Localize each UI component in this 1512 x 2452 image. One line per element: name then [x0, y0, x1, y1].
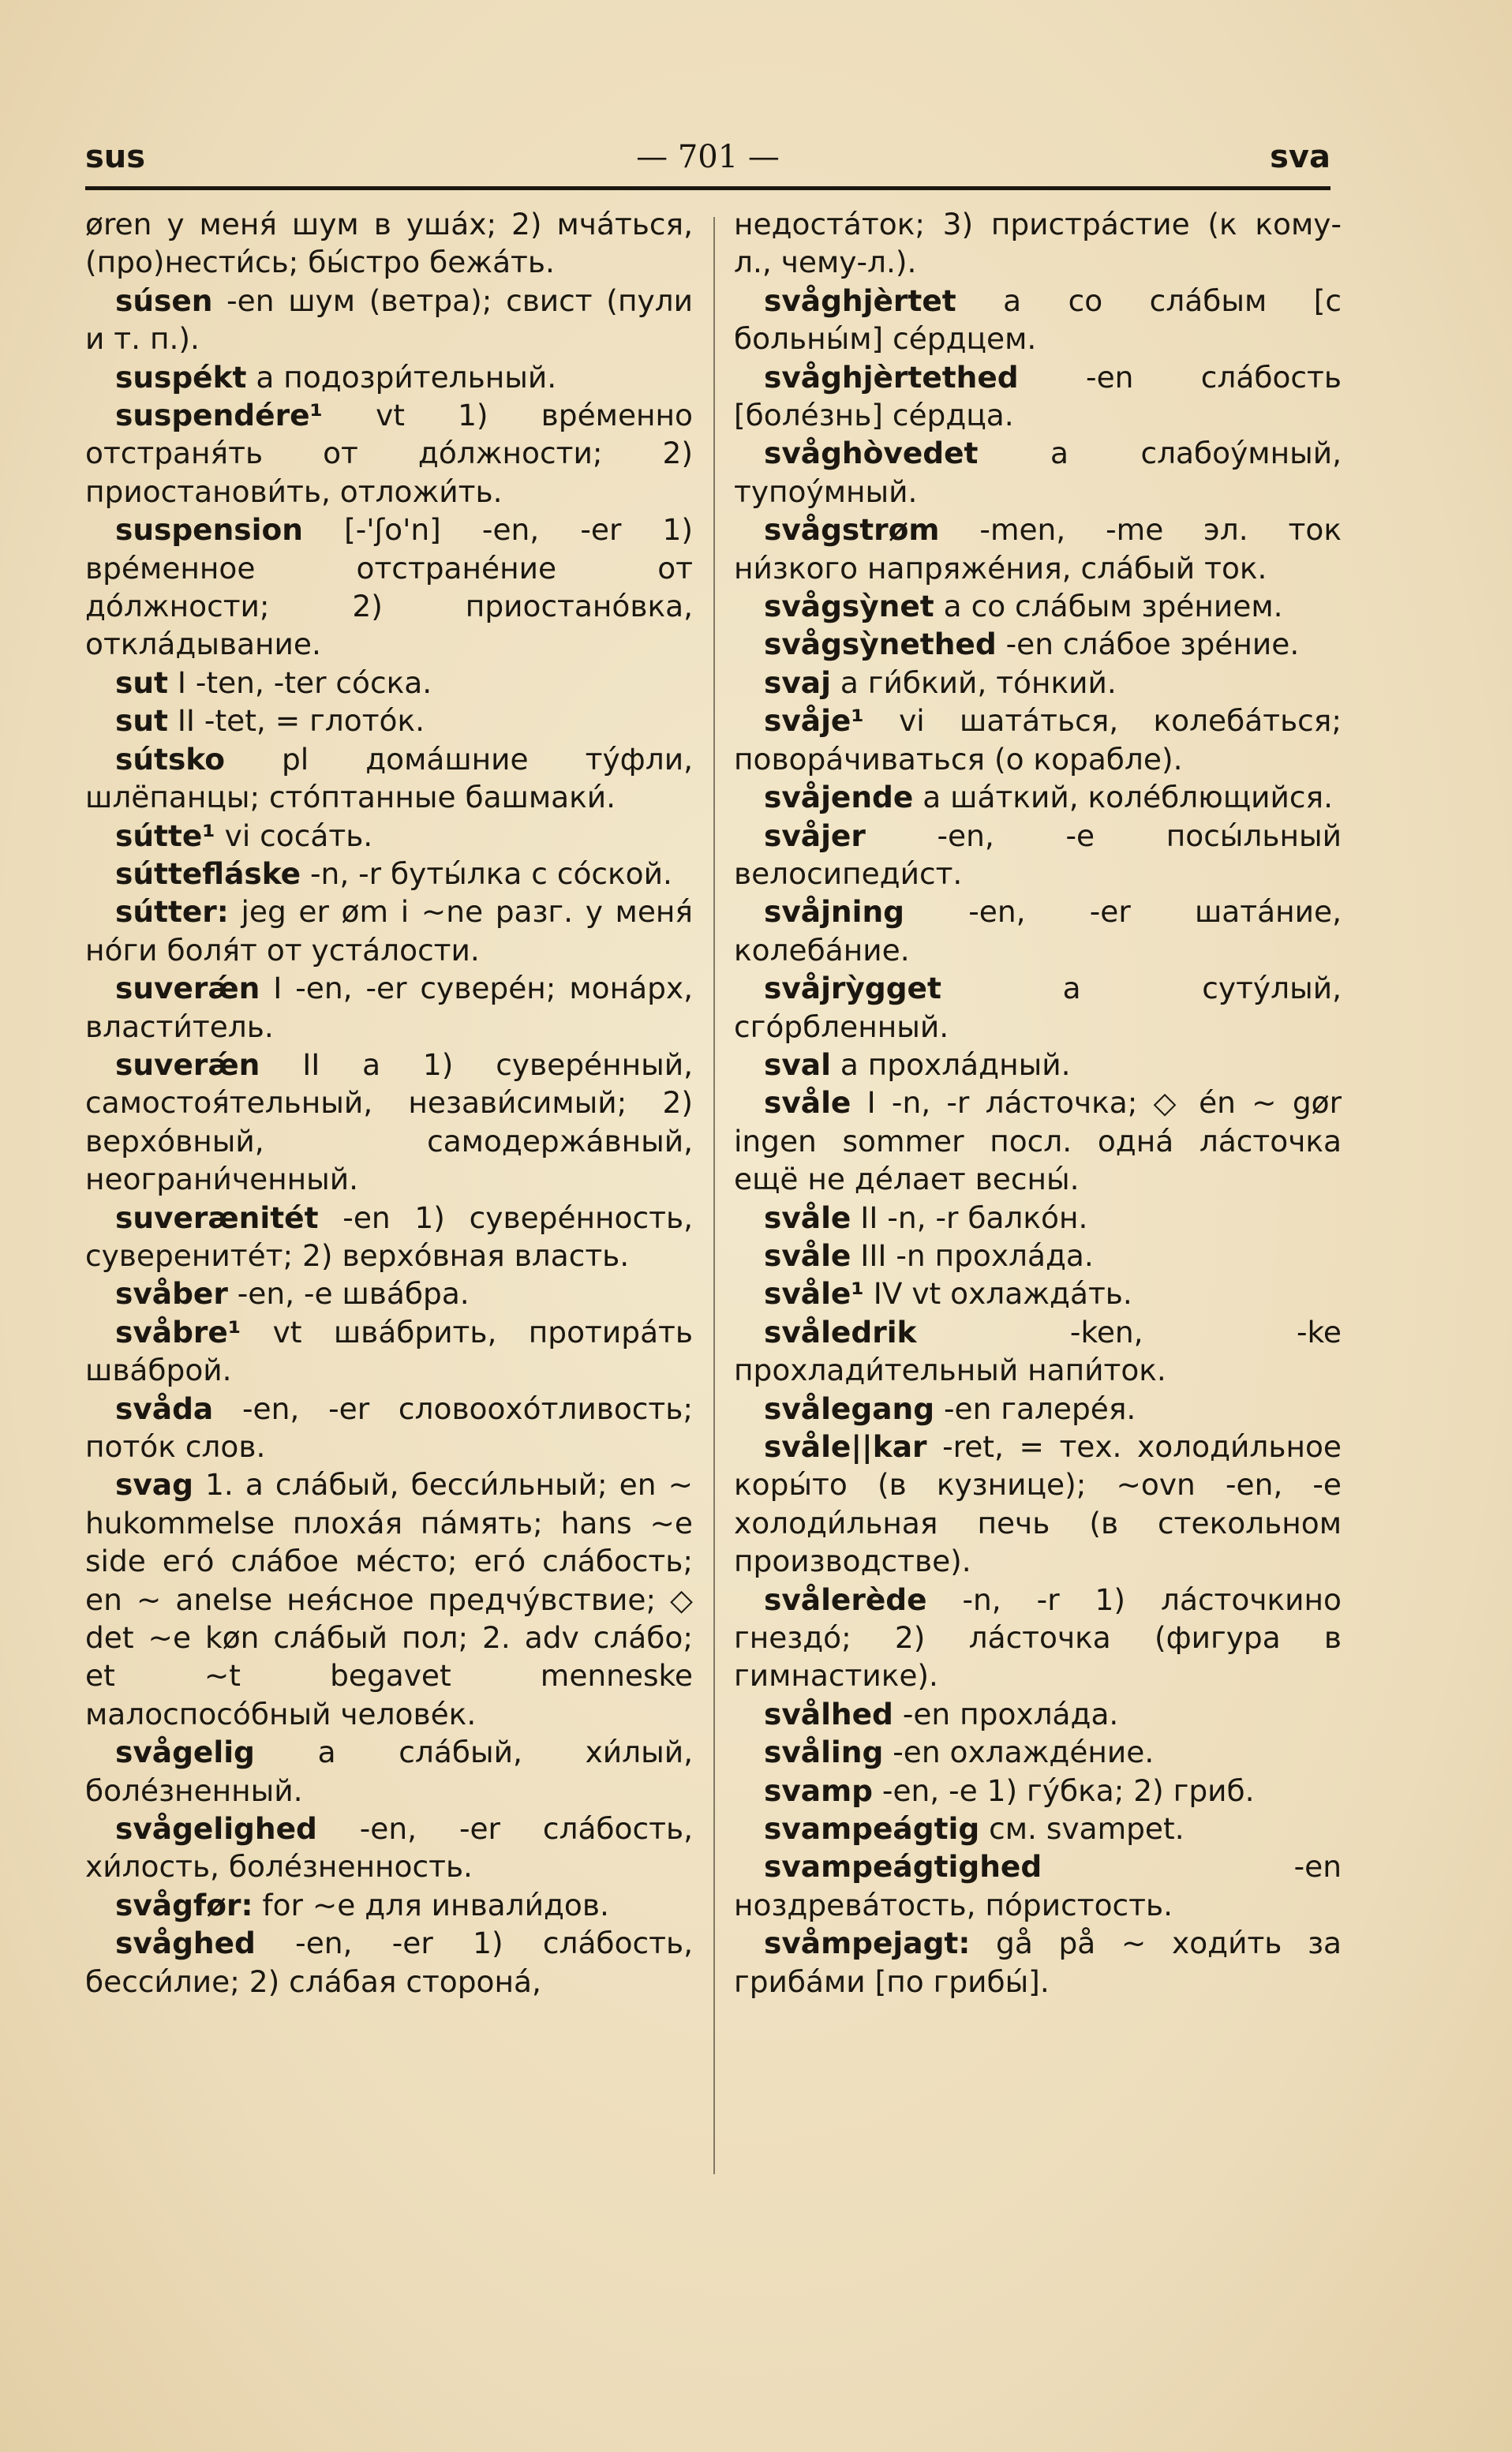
- entry-headword: svålerède: [764, 1582, 927, 1617]
- dictionary-entry: [734, 1581, 1342, 1695]
- dictionary-entry: [734, 1237, 1342, 1275]
- entry-definition: -en шум (ветра); свист (пули и т. п.).: [85, 283, 693, 357]
- dictionary-entry: [85, 1733, 693, 1810]
- entry-definition: a слабоу́мный, тупоу́мный.: [734, 436, 1342, 509]
- entry-definition: -en охлажде́ние.: [883, 1735, 1155, 1770]
- dictionary-entry: [734, 1772, 1342, 1810]
- entry-definition: vi соса́ть.: [215, 818, 373, 853]
- dictionary-entry: [85, 1275, 693, 1312]
- entry-definition: vt 1) вре́менно отстраня́ть от до́лжности; 2) приостанови́ть, отложи́ть.: [85, 398, 693, 509]
- entry-definition: -men, -me эл. ток ни́зкого напряже́ния, сла́бый ток.: [734, 512, 1342, 586]
- entry-headword: svampeágtig: [764, 1811, 980, 1847]
- entry-definition: I -ten, -ter со́ска.: [167, 664, 432, 700]
- dictionary-entry: [85, 1924, 693, 2001]
- entry-definition: см. svampet.: [979, 1811, 1185, 1847]
- entry-definition: -en, -er шата́ние, колеба́ние.: [734, 894, 1342, 968]
- entry-headword: suverǽn: [115, 971, 260, 1006]
- entry-definition: -en, -e 1) гу́бка; 2) гриб.: [873, 1773, 1255, 1808]
- dictionary-entry: [85, 740, 693, 817]
- entry-definition: vt шва́брить, протира́ть шва́брой.: [85, 1314, 693, 1388]
- entry-definition: a суту́лый, сго́рбленный.: [734, 971, 1342, 1044]
- entry-definition: 1. a сла́бый, бесси́льный; en ~ hukommelse плоха́я па́мять; hans ~e side его́ сла́бое ме́сто; его́ сла́бость; en ~ anelse нея́сное предчу́вствие; ◇ det ~e køn сла́бый пол; 2. adv сла́бо; et ~t begavet menneske малоспосо́бный челове́к.: [85, 1467, 693, 1731]
- entry-definition: -en прохла́да.: [893, 1696, 1119, 1731]
- dictionary-entry: [85, 205, 693, 282]
- dictionary-entry: [85, 817, 693, 855]
- entry-headword: svågsỳnethed: [764, 627, 997, 662]
- dictionary-entry: [734, 1275, 1342, 1312]
- dictionary-entry: [85, 1390, 693, 1466]
- entry-headword: svågelighed: [115, 1811, 317, 1847]
- entry-headword: svåber: [115, 1276, 228, 1312]
- entry-headword: svamp: [764, 1773, 873, 1808]
- entry-definition: IV vt охлажда́ть.: [863, 1276, 1132, 1312]
- dictionary-entry: [734, 969, 1342, 1046]
- dictionary-entry: [734, 434, 1342, 511]
- entry-definition: -en, -er 1) сла́бость, бесси́лие; 2) сла́бая сторона́,: [85, 1926, 693, 1999]
- header-right-guideword: sva: [1270, 139, 1330, 175]
- entry-headword: svåghjèrtethed: [764, 359, 1019, 395]
- entry-headword: svåjer: [764, 818, 866, 853]
- entry-headword: svåle||kar: [764, 1429, 927, 1464]
- entry-headword: suspendére¹: [115, 398, 323, 433]
- dictionary-entry: [734, 1046, 1342, 1084]
- entry-headword: svåledrik: [764, 1314, 917, 1350]
- entry-definition: -en ноздрева́тость, по́ристость.: [734, 1849, 1342, 1922]
- header-left-guideword: sus: [85, 139, 146, 175]
- left-column: [85, 205, 693, 2186]
- page-number: — 701 —: [636, 139, 780, 175]
- entry-definition: a со сла́бым зре́нием.: [934, 589, 1283, 624]
- entry-definition: II a 1) сувере́нный, самостоя́тельный, незави́симый; 2) верхо́вный, самодержа́вный, неограни́ченный.: [85, 1046, 693, 1197]
- dictionary-entry: [85, 1313, 693, 1390]
- entry-headword: súsen: [115, 283, 213, 318]
- entry-headword: svålhed: [764, 1696, 893, 1731]
- entry-headword: svaj: [764, 664, 831, 700]
- entry-definition: [-'ʃo'n] -en, -er 1) вре́менное отстране́ние от до́лжности; 2) приостано́вка, откла́дывание.: [85, 512, 693, 662]
- dictionary-entry: [85, 511, 693, 664]
- entry-headword: sut: [115, 703, 168, 739]
- entry-definition: a ги́бкий, то́нкий.: [830, 664, 1117, 700]
- dictionary-entry: [734, 1847, 1342, 1924]
- entry-definition: øren у меня́ шум в уша́х; 2) мча́ться, (про)нести́сь; бы́стро бежа́ть.: [85, 207, 693, 280]
- dictionary-entry: [85, 855, 693, 893]
- entry-headword: svåda: [115, 1391, 214, 1426]
- dictionary-entry: [85, 396, 693, 511]
- dictionary-entry: [85, 358, 693, 396]
- entry-headword: svåling: [764, 1735, 884, 1770]
- entry-headword: suverænitét: [115, 1200, 319, 1235]
- dictionary-entry: [85, 282, 693, 358]
- entry-definition: pl дома́шние ту́фли, шлёпанцы; сто́птанные башмаки́.: [85, 741, 693, 815]
- dictionary-entry: [734, 1313, 1342, 1390]
- entry-definition: I -en, -er сувере́н; мона́рх, власти́тель.: [85, 971, 693, 1044]
- entry-headword: sut: [115, 664, 168, 700]
- entry-definition: a прохла́дный.: [830, 1046, 1071, 1082]
- entry-definition: I -n, -r ла́сточка; ◇ én ~ gør ingen sommer посл. одна́ ла́сточка ещё не де́лает весны́.: [734, 1085, 1342, 1197]
- page-header: [85, 133, 1330, 189]
- entry-headword: sútsko: [115, 741, 225, 777]
- dictionary-entry: [85, 1810, 693, 1886]
- entry-headword: sval: [764, 1046, 831, 1082]
- dictionary-entry: [85, 1466, 693, 1733]
- entry-definition: -n, -r 1) ла́сточкино гнездо́; 2) ла́сточка (фигура в гимнастике).: [734, 1582, 1342, 1694]
- dictionary-entry: [734, 358, 1342, 435]
- entry-definition: -en 1) сувере́нность, суверените́т; 2) верхо́вная власть.: [85, 1200, 693, 1273]
- entry-definition: a ша́ткий, коле́блющийся.: [913, 780, 1333, 815]
- entry-headword: svåghed: [115, 1926, 256, 1961]
- entry-definition: -en сла́бое зре́ние.: [996, 627, 1300, 662]
- entry-headword: svåle: [764, 1085, 851, 1121]
- entry-headword: svågsỳnet: [764, 589, 934, 624]
- entry-headword: svåjning: [764, 894, 905, 930]
- entry-definition: vi шата́ться, колеба́ться; повора́чиваться (о корабле).: [734, 703, 1342, 777]
- dictionary-entry: [734, 817, 1342, 893]
- entry-definition: for ~e для инвали́дов.: [253, 1887, 609, 1922]
- dictionary-entry: [734, 1199, 1342, 1237]
- dictionary-entry: [734, 511, 1342, 587]
- entry-headword: svåjende: [764, 780, 914, 815]
- entry-headword: svåghjèrtet: [764, 283, 956, 318]
- entry-headword: svågelig: [115, 1735, 255, 1770]
- entry-definition: -en, -e посы́льный велосипеди́ст.: [734, 818, 1342, 891]
- entry-headword: suverǽn: [115, 1046, 260, 1082]
- header-rule: [85, 186, 1330, 190]
- entry-definition: -en, -e шва́бра.: [227, 1276, 470, 1312]
- entry-definition: a сла́бый, хи́лый, боле́зненный.: [85, 1735, 693, 1808]
- entry-definition: -ken, -ke прохлади́тельный напи́ток.: [734, 1314, 1342, 1388]
- dictionary-entry: [734, 1695, 1342, 1733]
- dictionary-entry: [734, 587, 1342, 625]
- dictionary-entry: [734, 1733, 1342, 1771]
- entry-definition: -en галере́я.: [934, 1391, 1136, 1426]
- entry-definition: -n, -r буты́лка с со́ской.: [301, 855, 672, 891]
- entry-headword: svåje¹: [764, 703, 864, 739]
- entry-headword: svålegang: [764, 1391, 935, 1426]
- dictionary-entry: [734, 625, 1342, 663]
- entry-definition: a подозри́тельный.: [246, 359, 557, 395]
- entry-headword: súttefláske: [115, 855, 301, 891]
- dictionary-entry: [734, 1390, 1342, 1428]
- entry-headword: svag: [115, 1467, 193, 1503]
- entry-definition: -ret, = тех. холоди́льное коры́то (в кузнице); ~ovn -en, -e холоди́льная печь (в стекольном производстве).: [734, 1429, 1342, 1579]
- dictionary-entry: [734, 778, 1342, 816]
- entry-definition: jeg er øm i ~ne разг. у меня́ но́ги боля́т от уста́лости.: [85, 894, 693, 968]
- right-column: [734, 205, 1342, 2186]
- dictionary-entry: [734, 1924, 1342, 2001]
- dictionary-entry: [734, 1084, 1342, 1198]
- entry-definition: gå på ~ ходи́ть за гриба́ми [по грибы́].: [734, 1926, 1342, 1999]
- entry-definition: a со сла́бым [с больны́м] се́рдцем.: [734, 283, 1342, 357]
- entry-definition: II -n, -r балко́н.: [851, 1200, 1088, 1235]
- dictionary-entry: [85, 969, 693, 1046]
- dictionary-entry: [734, 1810, 1342, 1847]
- entry-headword: svåmpejagt:: [764, 1926, 971, 1961]
- entry-headword: sútter:: [115, 894, 229, 930]
- dictionary-entry: [734, 205, 1342, 282]
- dictionary-entry: [85, 702, 693, 739]
- entry-definition: -en, -er словоохо́тливость; пото́к слов.: [85, 1391, 693, 1464]
- dictionary-entry: [85, 664, 693, 702]
- dictionary-entry: [734, 702, 1342, 778]
- entry-headword: svåjrỳgget: [764, 971, 941, 1006]
- entry-definition: -en, -er сла́бость, хи́лость, боле́зненность.: [85, 1811, 693, 1885]
- dictionary-entry: [85, 893, 693, 969]
- entry-definition: -en сла́бость [боле́знь] се́рдца.: [734, 359, 1342, 433]
- entry-definition: II -tet, = глото́к.: [167, 703, 425, 739]
- entry-headword: svåbre¹: [115, 1314, 241, 1350]
- entry-headword: suspension: [115, 512, 303, 548]
- entry-headword: suspékt: [115, 359, 247, 395]
- entry-headword: svåle¹: [764, 1276, 864, 1312]
- entry-headword: svågfør:: [115, 1887, 253, 1922]
- dictionary-entry: [85, 1886, 693, 1924]
- dictionary-entry: [85, 1046, 693, 1199]
- dictionary-entry: [734, 1428, 1342, 1581]
- entry-definition: недоста́ток; 3) пристра́стие (к кому-л., чему-л.).: [734, 207, 1342, 280]
- entry-headword: svåle: [764, 1237, 851, 1273]
- entry-headword: svåghòvedet: [764, 436, 979, 471]
- dictionary-entry: [85, 1199, 693, 1275]
- entry-headword: sútte¹: [115, 818, 215, 853]
- entry-definition: III -n прохла́да.: [851, 1237, 1094, 1273]
- column-divider: [713, 217, 715, 2174]
- dictionary-entry: [734, 893, 1342, 969]
- entry-headword: svågstrøm: [764, 512, 940, 548]
- entry-headword: svampeágtighed: [764, 1849, 1042, 1885]
- entry-headword: svåle: [764, 1200, 851, 1235]
- dictionary-entry: [734, 282, 1342, 358]
- dictionary-entry: [734, 664, 1342, 702]
